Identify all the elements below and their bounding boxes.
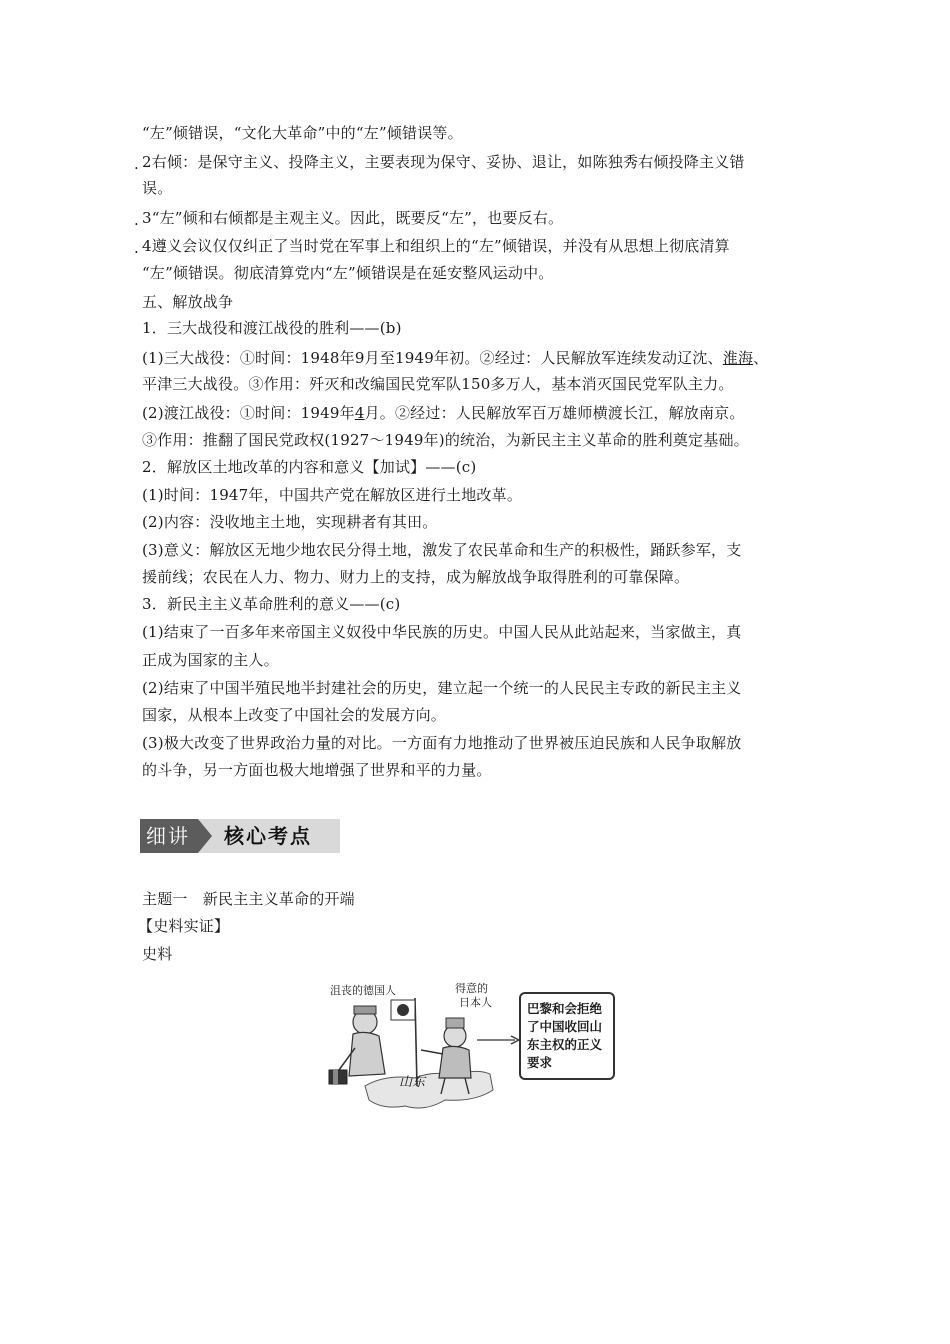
- text-line: 援前线；农民在人力、物力、财力上的支持，成为解放战争取得胜利的可靠保障。: [142, 568, 690, 586]
- section-banner: [140, 819, 340, 853]
- text-line: 平津三大战役。③作用：歼灭和改编国民党军队150多万人，基本消灭国民党军队主力。: [142, 375, 734, 393]
- bullet-dot: .: [134, 239, 139, 257]
- figure-caption-japanese-1: 得意的: [455, 982, 488, 995]
- text-line: (1)时间：1947年，中国共产党在解放区进行土地改革。: [142, 486, 523, 504]
- text-line: [142, 403, 832, 423]
- text-line: 国家，从根本上改变了中国社会的发展方向。: [142, 706, 447, 724]
- text-span: 月。②经过：人民解放军百万雄师横渡长江，解放南京。: [364, 404, 745, 422]
- text-span: 、: [753, 349, 769, 367]
- text-line: (2)内容：没收地主土地，实现耕者有其田。: [142, 513, 438, 531]
- banner-left-label: 细讲: [146, 824, 190, 848]
- text-line: 的斗争，另一方面也极大地增强了世界和平的力量。: [142, 761, 492, 779]
- map-label-shandong: 山东: [399, 1075, 426, 1090]
- text-line: (1)结束了一百多年来帝国主义奴役中华民族的历史。中国人民从此站起来，当家做主，真: [142, 623, 742, 641]
- text-line: 2右倾：是保守主义、投降主义，主要表现为保守、妥协、退让，如陈独秀右倾投降主义错: [142, 153, 745, 171]
- text-line: (2)结束了中国半殖民地半封建社会的历史，建立起一个统一的人民民主专政的新民主主义: [142, 679, 742, 697]
- bullet-dot: .: [134, 211, 139, 229]
- underlined-text: 淮海: [722, 349, 754, 367]
- figure-caption-german: 沮丧的德国人: [330, 984, 396, 997]
- text-line: 误。: [142, 179, 173, 197]
- text-line: “左”倾错误，“文化大革命”中的“左”倾错误等。: [142, 124, 463, 142]
- topic-heading: 主题一 新民主主义革命的开端: [142, 890, 355, 908]
- subheading: 3．新民主主义革命胜利的意义——(c): [142, 595, 401, 613]
- material-label: 史料: [142, 945, 173, 963]
- subheading: 2．解放区土地改革的内容和意义【加试】——(c): [142, 458, 477, 476]
- text-line: “左”倾错误。彻底清算党内“左”倾错误是在延安整风运动中。: [142, 264, 554, 282]
- figure-caption-japanese-2: 日本人: [459, 996, 492, 1009]
- text-span: (2)渡江战役：①时间：1949年: [142, 404, 355, 422]
- section-heading: 五、解放战争: [142, 293, 234, 311]
- text-line: (3)极大改变了世界政治力量的对比。一方面有力地推动了世界被压迫民族和人民争取解放: [142, 734, 742, 752]
- text-line: (3)意义：解放区无地少地农民分得土地，激发了农民革命和生产的积极性，踊跃参军，支: [142, 541, 742, 559]
- text-line: ③作用：推翻了国民党政权(1927～1949年)的统治，为新民主主义革命的胜利奠定基础。: [142, 431, 749, 449]
- text-line: 3“左”倾和右倾都是主观主义。因此，既要反“左”，也要反右。: [142, 209, 564, 227]
- conclusion-box: 巴黎和会拒绝了中国收回山东主权的正义要求: [519, 992, 615, 1080]
- banner-arrow-icon: [198, 819, 212, 853]
- bullet-dot: .: [134, 155, 139, 173]
- text-span: (1)三大战役：①时间：1948年9月至1949年初。②经过：人民解放军连续发动辽沈、: [142, 349, 723, 367]
- cartoon-figure: [325, 978, 625, 1118]
- evidence-label: 【史料实证】: [138, 917, 230, 935]
- text-line: [142, 348, 832, 368]
- banner-right-label: 核心考点: [224, 824, 312, 848]
- underlined-text: 4: [354, 404, 365, 422]
- text-line: 正成为国家的主人。: [142, 651, 279, 669]
- subheading: 1．三大战役和渡江战役的胜利——(b): [142, 319, 402, 337]
- text-line: 4遵义会议仅仅纠正了当时党在军事上和组织上的“左”倾错误，并没有从思想上彻底清算: [142, 237, 730, 255]
